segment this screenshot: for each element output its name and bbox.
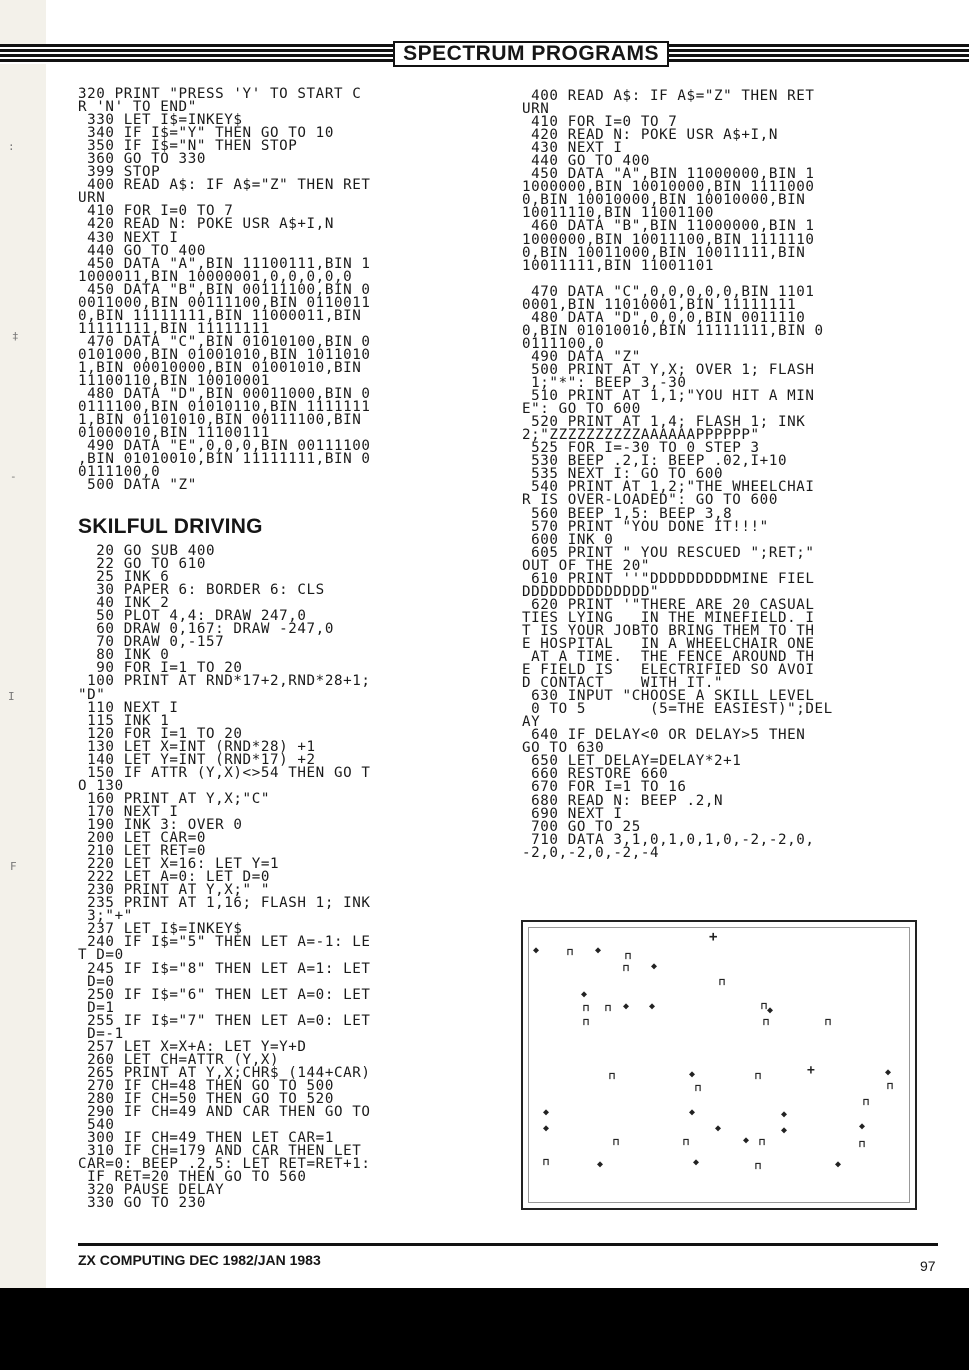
mine-icon: ⊓ xyxy=(825,1017,832,1028)
program-listing-skilful-driving: 20 GO SUB 400 22 GO TO 610 25 INK 6 30 PAPER 6: BORDER 6: CLS 40 INK 2 50 PLOT 4,4: DRAW 247,0 60 DRAW 0,167: DRAW -247,0 70 DRAW 0,-157 80 INK 0 90 FOR I=1 TO 20 100 PRINT AT RND*17+2,RND*28+1; "D" 110 NEXT I 115 INK 1 120 FOR I=1 TO 20 130 LET X=INT (RND*28) +1 140 LET Y=INT (RND*17) +2 150 IF ATTR (Y,X)<>54 THEN GO T O 130 160 PRINT AT Y,X;"C" 170 NEXT I 190 INK 3: OVER 0 200 LET CAR=0 210 LET RET=0 220 LET X=16: LET Y=1 222 LET A=0: LET D=0 230 PRINT AT Y,X;" " 235 PRINT AT 1,16; FLASH 1; INK 3;"+" 237 LET I$=INKEY$ 240 IF I$="5" THEN LET A=-1: LE T D=0 245 IF I$="8" THEN LET A=1: LET D=0 250 IF I$="6" THEN LET A=0: LET D=1 255 IF I$="7" THEN LET A=0: LET D=-1 257 LET X=X+A: LET Y=Y+D 260 LET CH=ATTR (Y,X) 265 PRINT AT Y,X;CHR$ (144+CAR) 270 IF CH=48 THEN GO TO 500 280 IF CH=50 THEN GO TO 520 290 IF CH=49 AND CAR THEN GO TO 540 300 IF CH=49 THEN LET CAR=1 310 IF CH=179 AND CAR THEN LET CAR=0: BEEP .2,5: LET RET=RET+1: IF RET=20 THEN GO TO 560 320 PAUSE DELAY 330 GO TO 230 xyxy=(78,543,371,1212)
program-listing-previous: 320 PRINT "PRESS 'Y' TO START C R 'N' TO END" 330 LET I$=INKEY$ 340 IF I$="Y" THEN GO TO 10 350 IF I$="N" THEN STOP 360 GO TO 330 399 STOP 400 READ A$: IF A$="Z" THEN RET URN 410 FOR I=0 TO 7 420 READ N: POKE USR A$+I,N 430 NEXT I 440 GO TO 400 450 DATA "A",BIN 11100111,BIN 1 1000011,BIN 10000001,0,0,0,0,0 450 DATA "B",BIN 00111100,BIN 0 0011000,BIN 00111100,BIN 0110011 0,BIN 11111111,BIN 11000011,BIN 11111111,BIN 11111111 470 DATA "C",BIN 01010100,BIN 0 0101000,BIN 01001010,BIN 1011010 1,BIN 00010000,BIN 01001010,BIN 11100110,BIN 10010001 480 DATA "D",BIN 00011000,BIN 0 0111100,BIN 01010110,BIN 1111111 1,BIN 01101010,BIN 00111100,BIN 01000010,BIN 11100111 490 DATA "E",0,0,0,BIN 00111100 ,BIN 01010010,BIN 11111111,BIN 0 0111100,0 500 DATA "Z" xyxy=(78,86,371,494)
hospital-cross-icon: + xyxy=(709,929,718,945)
mine-icon: ⊓ xyxy=(625,951,632,962)
casualty-icon: ◆ xyxy=(859,1121,866,1132)
casualty-icon: ◆ xyxy=(533,945,540,956)
casualty-icon: ◆ xyxy=(767,1005,774,1016)
casualty-icon: ◆ xyxy=(651,961,658,972)
mine-icon: ⊓ xyxy=(755,1161,762,1172)
mine-icon: ⊓ xyxy=(583,1003,590,1014)
casualty-icon: ◆ xyxy=(649,1001,656,1012)
mine-icon: ⊓ xyxy=(859,1139,866,1150)
mine-icon: ⊓ xyxy=(755,1071,762,1082)
casualty-icon: ◆ xyxy=(781,1109,788,1120)
article-title: SKILFUL DRIVING xyxy=(78,515,263,538)
facing-page-margin xyxy=(0,0,46,1300)
mine-icon: ⊓ xyxy=(583,1017,590,1028)
mine-icon: ⊓ xyxy=(719,977,726,988)
casualty-icon: ◆ xyxy=(835,1159,842,1170)
mine-icon: ⊓ xyxy=(543,1157,550,1168)
mine-icon: ⊓ xyxy=(887,1081,894,1092)
mine-icon: ⊓ xyxy=(761,1001,768,1012)
electric-fence xyxy=(528,927,910,1203)
mine-icon: ⊓ xyxy=(763,1017,770,1028)
mine-icon: ⊓ xyxy=(613,1137,620,1148)
casualty-icon: ◆ xyxy=(689,1069,696,1080)
mine-icon: ⊓ xyxy=(623,963,630,974)
publication-footer: ZX COMPUTING DEC 1982/JAN 1983 xyxy=(78,1252,321,1268)
header-rule-right xyxy=(669,44,969,64)
margin-fragment: F xyxy=(10,860,17,873)
mine-icon: ⊓ xyxy=(695,1083,702,1094)
casualty-icon: ◆ xyxy=(595,945,602,956)
casualty-icon: ◆ xyxy=(623,1001,630,1012)
mine-icon: ⊓ xyxy=(605,1003,612,1014)
wheelchair-icon: + xyxy=(807,1063,815,1078)
header-bar xyxy=(0,42,969,66)
program-listing-continued: 400 READ A$: IF A$="Z" THEN RET URN 410 FOR I=0 TO 7 420 READ N: POKE USR A$+I,N 430 NEXT I 440 GO TO 400 450 DATA "A",BIN 11000000,BIN 1 1000000,BIN 10010000,BIN 1111000 0,BIN 10010000,BIN 10010000,BIN 10011110,BIN 11001100 460 DATA "B",BIN 11000000,BIN 1 1000000,BIN 10011100,BIN 1111110 0,BIN 10011000,BIN 10011111,BIN 10011111,BIN 11001101 470 DATA "C",0,0,0,0,0,BIN 1101 0001,BIN 11010001,BIN 11111111 480 DATA "D",0,0,0,BIN 0011110 0,BIN 01010010,BIN 11111111,BIN 0 0111100,0 490 DATA "Z" 500 PRINT AT Y,X; OVER 1; FLASH 1;"*": BEEP 3,-30 510 PRINT AT 1,1;"YOU HIT A MIN E": GO TO 600 520 PRINT AT 1,4; FLASH 1; INK 2;"ZZZZZZZZZZAAAAAAPPPPPP" 525 FOR I=-30 TO 0 STEP 3 530 BEEP .2,I: BEEP .02,I+10 535 NEXT I: GO TO 600 540 PRINT AT 1,2;"THE WHEELCHAI R IS OVER-LOADED": GO TO 600 560 BEEP 1,5: BEEP 3,8 570 PRINT "YOU DONE IT!!!" 600 INK 0 605 PRINT " YOU RESCUED ";RET;" OUT OF THE 20" 610 PRINT ''"DDDDDDDDDMINE FIEL DDDDDDDDDDDDDD" 620 PRINT '"THERE ARE 20 CASUAL TIES LYING IN THE MINEFIELD. I T IS YOUR JOBTO BRING THEM TO TH E HOSPITAL IN A WHEELCHAIR ONE AT A TIME. THE FENCE AROUND TH E FIELD IS ELECTRIFIED SO AVOI D CONTACT WITH IT." 630 INPUT "CHOOSE A SKILL LEVEL 0 TO 5 (5=THE EASIEST)";DEL AY 640 IF DELAY<0 OR DELAY>5 THEN GO TO 630 650 LET DELAY=DELAY*2+1 660 RESTORE 660 670 FOR I=1 TO 16 680 READ N: BEEP .2,N 690 NEXT I 700 GO TO 25 710 DATA 3,1,0,1,0,1,0,-2,-2,0, -2,0,-2,0,-2,-4 xyxy=(522,88,833,861)
casualty-icon: ◆ xyxy=(715,1123,722,1134)
margin-fragment: : xyxy=(8,140,15,153)
casualty-icon: ◆ xyxy=(743,1135,750,1146)
casualty-icon: ◆ xyxy=(693,1157,700,1168)
mine-icon: ⊓ xyxy=(609,1071,616,1082)
header-rule-left xyxy=(0,44,393,64)
mine-icon: ⊓ xyxy=(683,1137,690,1148)
mine-icon: ⊓ xyxy=(567,947,574,958)
margin-fragment: ‡ xyxy=(12,330,19,343)
mine-icon: ⊓ xyxy=(863,1097,870,1108)
margin-fragment: - xyxy=(10,470,17,483)
casualty-icon: ◆ xyxy=(581,989,588,1000)
page-section-title: SPECTRUM PROGRAMS xyxy=(393,41,669,67)
casualty-icon: ◆ xyxy=(885,1067,892,1078)
scan-border xyxy=(0,1288,969,1370)
footer-rule xyxy=(78,1243,938,1246)
page-number: 97 xyxy=(920,1258,936,1274)
casualty-icon: ◆ xyxy=(689,1107,696,1118)
casualty-icon: ◆ xyxy=(597,1159,604,1170)
game-screenshot xyxy=(521,920,917,1210)
casualty-icon: ◆ xyxy=(543,1123,550,1134)
casualty-icon: ◆ xyxy=(781,1125,788,1136)
margin-fragment: I xyxy=(8,690,15,703)
mine-icon: ⊓ xyxy=(759,1137,766,1148)
casualty-icon: ◆ xyxy=(543,1107,550,1118)
